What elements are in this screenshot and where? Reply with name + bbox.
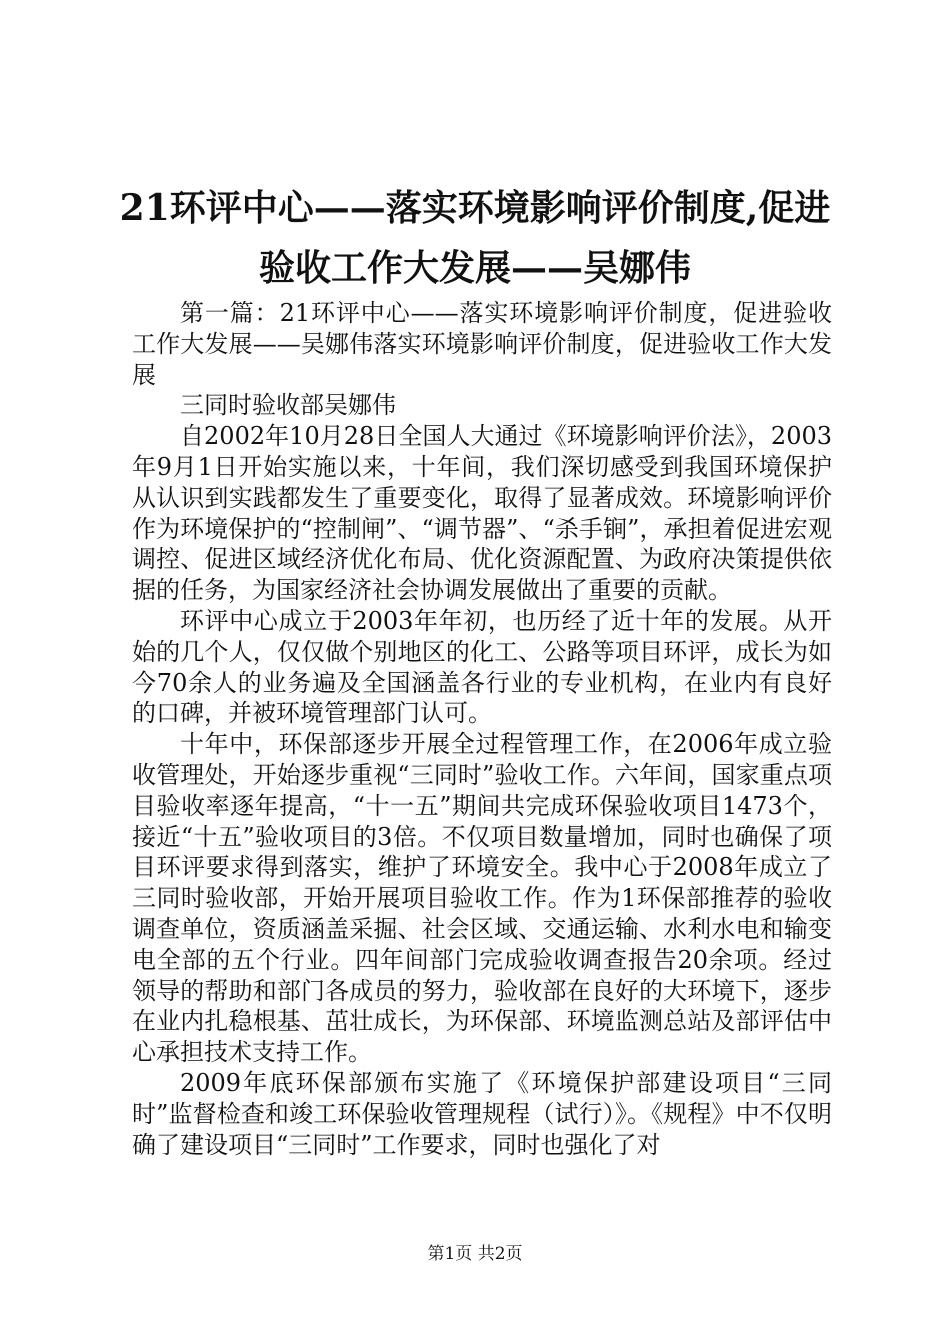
paragraph-center-history: 环评中心成立于2003年年初，也历经了近十年的发展。从开始的几个人，仅仅做个别地区的化工、公路等项目环评，成长为如今70余人的业务遍及全国涵盖各行业的专业机构，在业内有良好的口碑，并被环境管理部门认可。 bbox=[132, 606, 832, 728]
document-title-line-2: 验收工作大发展——吴娜伟 bbox=[258, 247, 691, 289]
document-title-line-1: 21环评中心——落实环境影响评价制度,促进 bbox=[119, 187, 831, 229]
page-number-footer: 第1页 共2页 bbox=[427, 1244, 523, 1264]
document-body bbox=[132, 298, 832, 1160]
paragraph-decade-work: 十年中，环保部逐步开展全过程管理工作，在2006年成立验收管理处，开始逐步重视“三同时”验收工作。六年间，国家重点项目验收率逐年提高，“十一五”期间共完成环保验收项目1473个，接近“十五”验收项目的3倍。不仅项目数量增加，同时也确保了项目环评要求得到落实，维护了环境安全。我中心于2008年成立了三同时验收部，开始开展项目验收工作。作为1环保部推荐的验收调查单位，资质涵盖采掘、社会区域、交通运输、水利水电和输变电全部的五个行业。四年间部门完成验收调查报告20余项。经过领导的帮助和部门各成员的努力，验收部在良好的大环境下，逐步在业内扎稳根基、茁壮成长，为环保部、环境监测总站及部评估中心承担技术支持工作。 bbox=[132, 730, 832, 1067]
paragraph-intro: 第一篇：21环评中心——落实环境影响评价制度，促进验收工作大发展——吴娜伟落实环境影响评价制度，促进验收工作大发展 bbox=[132, 299, 832, 389]
paragraph-byline: 三同时验收部吴娜伟 bbox=[180, 391, 396, 420]
paragraph-regulation: 2009年底环保部颁布实施了《环境保护部建设项目“三同时”监督检查和竣工环保验收管理规程（试行）》。《规程》中不仅明确了建设项目“三同时”工作要求，同时也强化了对 bbox=[132, 1068, 832, 1159]
paragraph-background: 自2002年10月28日全国人大通过《环境影响评价法》，2003年9月1日开始实施以来，十年间，我们深切感受到我国环境保护从认识到实践都发生了重要变化，取得了显著成效。环境影响评价作为环境保护的“控制闸”、“调节器”、“杀手锏”，承担着促进宏观调控、促进区域经济优化布局、优化资源配置、为政府决策提供依据的任务，为国家经济社会协调发展做出了重要的贡献。 bbox=[132, 422, 832, 605]
